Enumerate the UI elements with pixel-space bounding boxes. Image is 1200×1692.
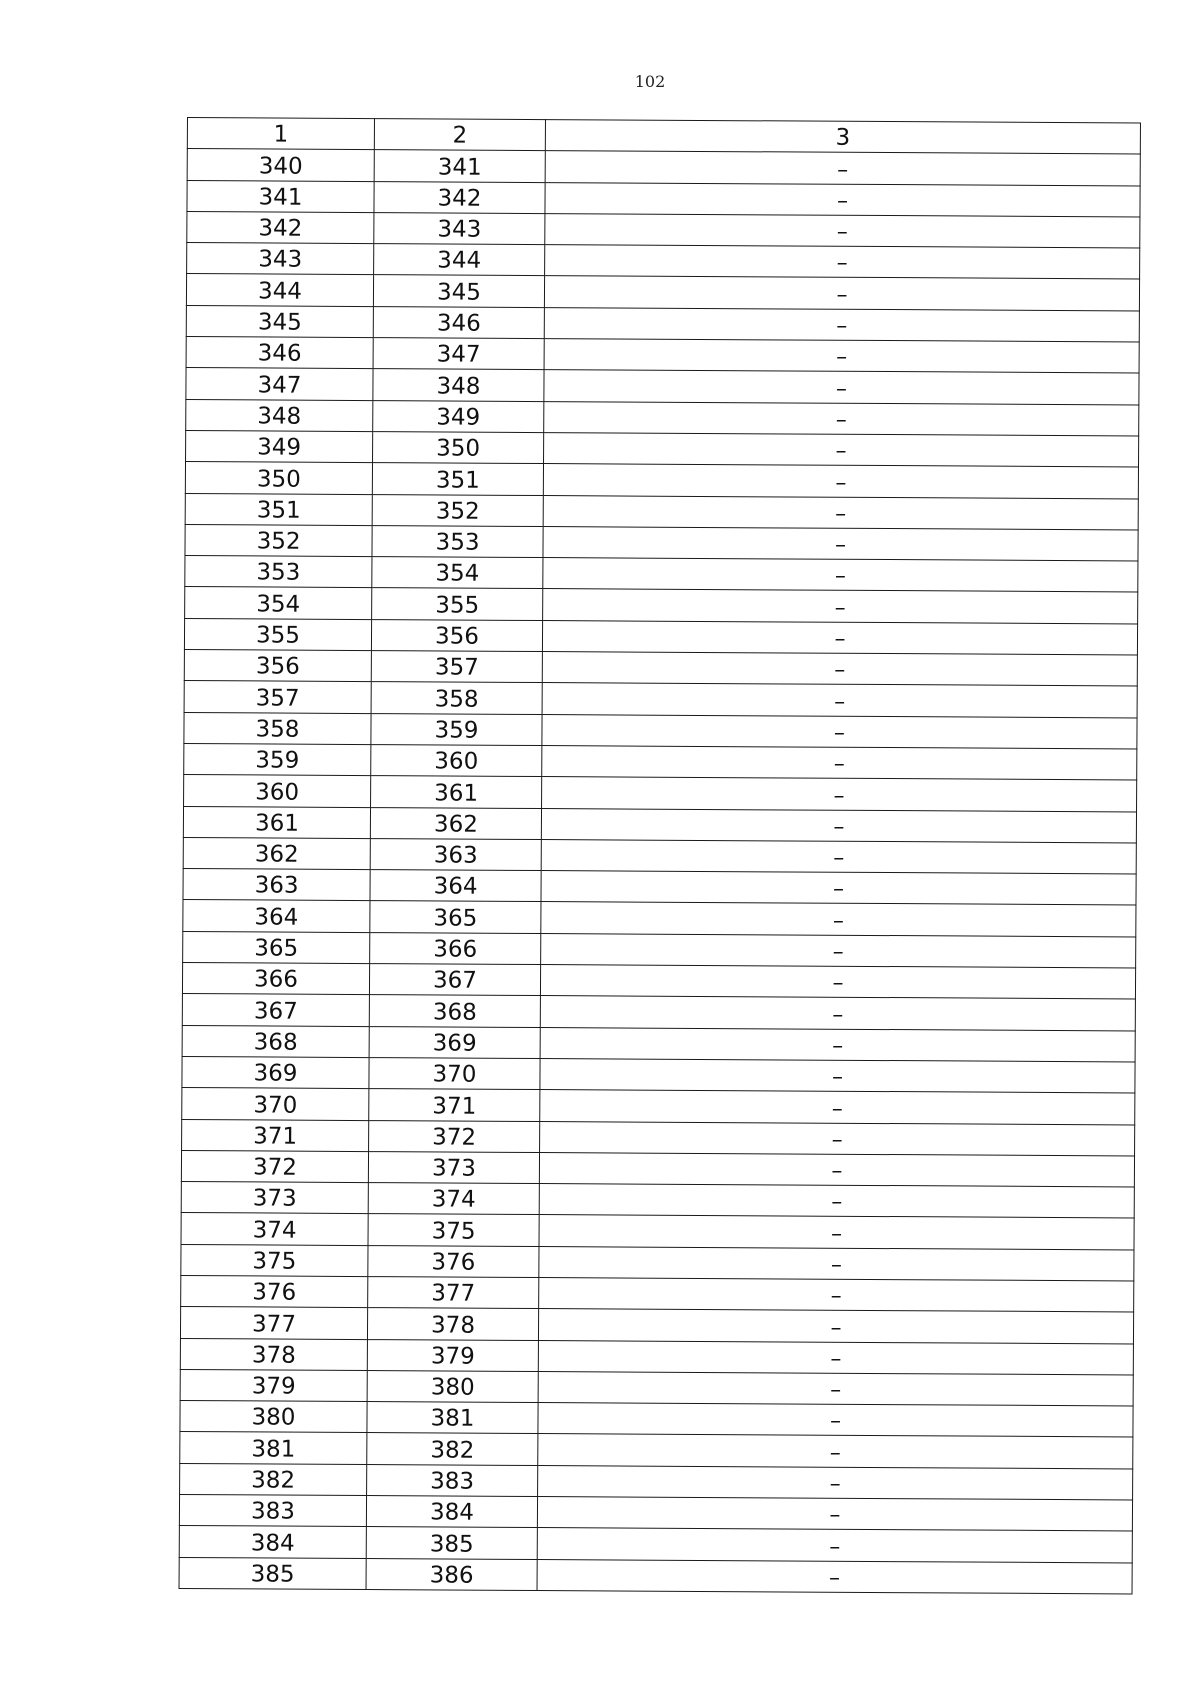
cell-col2: 345 <box>373 275 544 307</box>
cell-col1: 365 <box>183 931 370 963</box>
cell-col2: 383 <box>367 1464 538 1496</box>
cell-col2: 370 <box>369 1057 540 1089</box>
cell-col2: 362 <box>370 807 541 839</box>
cell-col2: 380 <box>367 1370 538 1402</box>
cell-col1: 347 <box>186 368 373 400</box>
cell-col1: 381 <box>180 1432 367 1464</box>
cell-col3: – <box>545 213 1140 248</box>
cell-col2: 368 <box>369 995 540 1027</box>
cell-col1: 351 <box>185 493 372 525</box>
cell-col2: 349 <box>373 400 544 432</box>
cell-col3: – <box>540 996 1135 1031</box>
cell-col1: 362 <box>183 837 370 869</box>
header-cell-2: 2 <box>374 119 545 151</box>
cell-col3: – <box>544 433 1139 468</box>
cell-col2: 353 <box>372 525 543 557</box>
cell-col2: 344 <box>374 244 545 276</box>
cell-col2: 366 <box>370 932 541 964</box>
cell-col1: 372 <box>181 1150 368 1182</box>
cell-col1: 342 <box>187 211 374 243</box>
cell-col2: 348 <box>373 369 544 401</box>
cell-col1: 379 <box>180 1369 367 1401</box>
cell-col3: – <box>542 714 1137 749</box>
cell-col3: – <box>542 683 1137 718</box>
cell-col3: – <box>543 495 1138 530</box>
cell-col2: 384 <box>366 1496 537 1528</box>
cell-col3: – <box>537 1559 1132 1594</box>
cell-col2: 364 <box>370 870 541 902</box>
cell-col3: – <box>540 1090 1135 1125</box>
cell-col1: 380 <box>180 1401 367 1433</box>
cell-col1: 384 <box>179 1526 366 1558</box>
cell-col1: 374 <box>181 1213 368 1245</box>
cell-col1: 378 <box>180 1338 367 1370</box>
cell-col2: 386 <box>366 1558 537 1590</box>
cell-col1: 344 <box>186 274 373 306</box>
cell-col2: 358 <box>371 682 542 714</box>
cell-col3: – <box>543 464 1138 499</box>
data-table <box>179 117 1141 1594</box>
cell-col2: 354 <box>372 557 543 589</box>
cell-col2: 365 <box>370 901 541 933</box>
cell-col2: 377 <box>368 1277 539 1309</box>
cell-col3: – <box>537 1528 1132 1563</box>
cell-col2: 343 <box>374 212 545 244</box>
cell-col1: 370 <box>182 1088 369 1120</box>
cell-col2: 375 <box>368 1214 539 1246</box>
cell-col1: 364 <box>183 900 370 932</box>
cell-col3: – <box>540 1058 1135 1093</box>
header-cell-1: 1 <box>187 118 374 150</box>
cell-col1: 354 <box>185 587 372 619</box>
cell-col2: 341 <box>374 150 545 182</box>
cell-col2: 359 <box>371 713 542 745</box>
cell-col2: 363 <box>370 838 541 870</box>
cell-col3: – <box>538 1434 1133 1469</box>
cell-col2: 369 <box>369 1026 540 1058</box>
cell-col1: 368 <box>182 1025 369 1057</box>
table-row <box>179 1557 1132 1594</box>
cell-col2: 356 <box>371 619 542 651</box>
cell-col1: 360 <box>184 775 371 807</box>
cell-col2: 372 <box>369 1120 540 1152</box>
cell-col3: – <box>538 1465 1133 1500</box>
cell-col1: 383 <box>179 1495 366 1527</box>
cell-col1: 341 <box>187 180 374 212</box>
cell-col2: 342 <box>374 181 545 213</box>
cell-col3: – <box>538 1309 1133 1344</box>
cell-col2: 347 <box>373 338 544 370</box>
cell-col1: 377 <box>180 1307 367 1339</box>
cell-col1: 352 <box>185 524 372 556</box>
cell-col3: – <box>543 526 1138 561</box>
cell-col3: – <box>539 1215 1134 1250</box>
cell-col3: – <box>543 558 1138 593</box>
cell-col3: – <box>539 1184 1134 1219</box>
cell-col3: – <box>545 182 1140 217</box>
cell-col2: 360 <box>371 745 542 777</box>
cell-col2: 350 <box>373 432 544 464</box>
cell-col1: 346 <box>186 337 373 369</box>
cell-col2: 351 <box>372 463 543 495</box>
cell-col3: – <box>544 401 1139 436</box>
cell-col1: 367 <box>182 994 369 1026</box>
cell-col1: 366 <box>182 963 369 995</box>
cell-col1: 340 <box>187 149 374 181</box>
cell-col1: 343 <box>187 243 374 275</box>
cell-col3: – <box>541 871 1136 906</box>
cell-col3: – <box>545 245 1140 280</box>
header-cell-3: 3 <box>545 120 1140 155</box>
cell-col3: – <box>541 902 1136 937</box>
cell-col2: 378 <box>367 1308 538 1340</box>
cell-col3: – <box>537 1497 1132 1532</box>
table-body <box>179 149 1140 1594</box>
cell-col1: 349 <box>186 430 373 462</box>
cell-col1: 350 <box>185 462 372 494</box>
cell-col2: 346 <box>373 306 544 338</box>
cell-col3: – <box>543 589 1138 624</box>
cell-col3: – <box>542 745 1137 780</box>
cell-col1: 348 <box>186 399 373 431</box>
cell-col3: – <box>542 652 1137 687</box>
cell-col2: 361 <box>371 776 542 808</box>
table-container <box>179 117 1140 1594</box>
cell-col1: 345 <box>186 305 373 337</box>
page-number: 102 <box>634 72 666 91</box>
cell-col2: 371 <box>369 1089 540 1121</box>
cell-col2: 379 <box>367 1339 538 1371</box>
cell-col1: 376 <box>181 1275 368 1307</box>
cell-col3: – <box>540 965 1135 1000</box>
cell-col2: 374 <box>368 1183 539 1215</box>
cell-col1: 357 <box>184 681 371 713</box>
cell-col3: – <box>538 1403 1133 1438</box>
cell-col1: 363 <box>183 869 370 901</box>
cell-col1: 353 <box>185 556 372 588</box>
cell-col2: 381 <box>367 1402 538 1434</box>
cell-col1: 359 <box>184 743 371 775</box>
cell-col3: – <box>545 151 1140 186</box>
cell-col2: 385 <box>366 1527 537 1559</box>
cell-col3: – <box>540 1027 1135 1062</box>
cell-col1: 361 <box>183 806 370 838</box>
cell-col3: – <box>538 1340 1133 1375</box>
cell-col3: – <box>539 1278 1134 1313</box>
cell-col3: – <box>544 307 1139 342</box>
cell-col2: 376 <box>368 1245 539 1277</box>
cell-col1: 371 <box>182 1119 369 1151</box>
cell-col1: 385 <box>179 1557 366 1589</box>
cell-col1: 369 <box>182 1056 369 1088</box>
cell-col3: – <box>539 1152 1134 1187</box>
cell-col3: – <box>544 339 1139 374</box>
cell-col3: – <box>542 777 1137 812</box>
cell-col3: – <box>539 1246 1134 1281</box>
cell-col2: 373 <box>368 1151 539 1183</box>
cell-col3: – <box>544 276 1139 311</box>
cell-col1: 382 <box>180 1463 367 1495</box>
cell-col3: – <box>538 1371 1133 1406</box>
cell-col2: 382 <box>367 1433 538 1465</box>
cell-col3: – <box>541 933 1136 968</box>
cell-col1: 356 <box>184 650 371 682</box>
cell-col2: 367 <box>369 964 540 996</box>
cell-col1: 358 <box>184 712 371 744</box>
cell-col2: 352 <box>372 494 543 526</box>
cell-col2: 357 <box>371 651 542 683</box>
cell-col3: – <box>540 1121 1135 1156</box>
cell-col1: 373 <box>181 1182 368 1214</box>
cell-col1: 375 <box>181 1244 368 1276</box>
cell-col3: – <box>541 839 1136 874</box>
cell-col1: 355 <box>184 618 371 650</box>
cell-col3: – <box>541 808 1136 843</box>
cell-col3: – <box>544 370 1139 405</box>
cell-col3: – <box>542 620 1137 655</box>
cell-col2: 355 <box>372 588 543 620</box>
